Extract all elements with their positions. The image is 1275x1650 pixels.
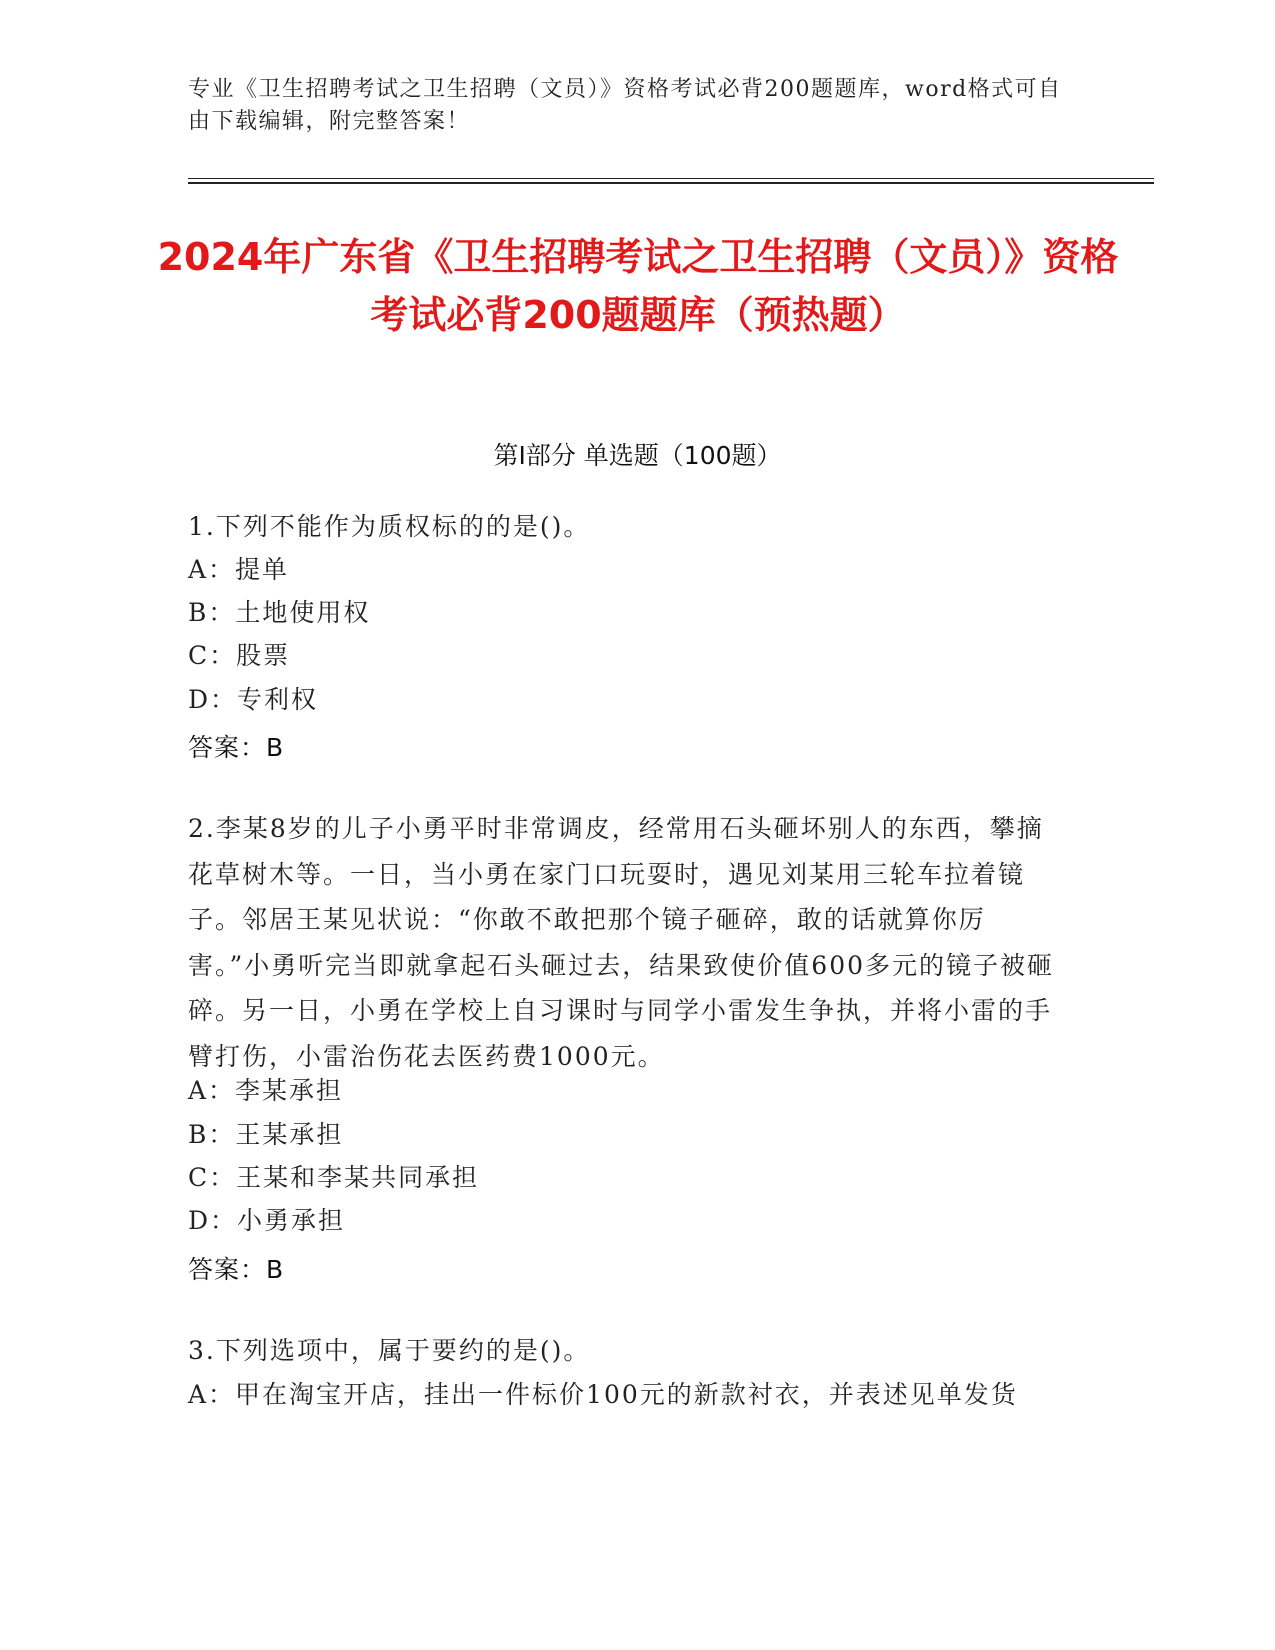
question-2-option-d: D：小勇承担 bbox=[188, 1206, 346, 1235]
question-1-stem: 1.下列不能作为质权标的的是()。 bbox=[188, 512, 591, 541]
question-1-option-b: B：土地使用权 bbox=[188, 598, 371, 627]
question-1-option-d: D：专利权 bbox=[188, 685, 319, 714]
question-3-option-a: A：甲在淘宝开店，挂出一件标价100元的新款衬衣，并表述见单发货 bbox=[188, 1380, 1018, 1409]
question-2-option-b: B：王某承担 bbox=[188, 1120, 344, 1149]
question-2-stem: 2.李某8岁的儿子小勇平时非常调皮，经常用石头砸坏别人的东西，攀摘花草树木等。一日，当小勇在家门口玩耍时，遇见刘某用三轮车拉着镜子。邻居王某见状说：“你敢不敢把那个镜子砸碎，敢的话就算你厉害。”小勇听完当即就拿起石头砸过去，结果致使价值600多元的镜子被砸碎。另一日，小勇在学校上自习课时与同学小雷发生争执，并将小雷的手臂打伤，小雷治伤花去医药费1000元。 bbox=[188, 814, 1055, 1071]
document-title: 2024年广东省《卫生招聘考试之卫生招聘（文员）》资格考试必背200题题库（预热题） bbox=[157, 235, 1119, 337]
question-1-option-c: C：股票 bbox=[188, 641, 291, 670]
section-title: 第I部分 单选题（100题） bbox=[493, 441, 782, 470]
question-2-option-a: A：李某承担 bbox=[188, 1076, 344, 1105]
question-2-option-c: C：王某和李某共同承担 bbox=[188, 1163, 480, 1192]
question-1-answer: 答案：B bbox=[188, 733, 285, 762]
header-rule-thick bbox=[188, 182, 1154, 184]
header-rule-thin bbox=[188, 178, 1154, 179]
question-2-answer: 答案：B bbox=[188, 1255, 285, 1284]
header-note: 专业《卫生招聘考试之卫生招聘（文员）》资格考试必背200题题库，word格式可自由下载编辑，附完整答案！ bbox=[188, 77, 1062, 134]
question-3-stem: 3.下列选项中，属于要约的是()。 bbox=[188, 1336, 591, 1365]
question-1-option-a: A：提单 bbox=[188, 555, 290, 584]
